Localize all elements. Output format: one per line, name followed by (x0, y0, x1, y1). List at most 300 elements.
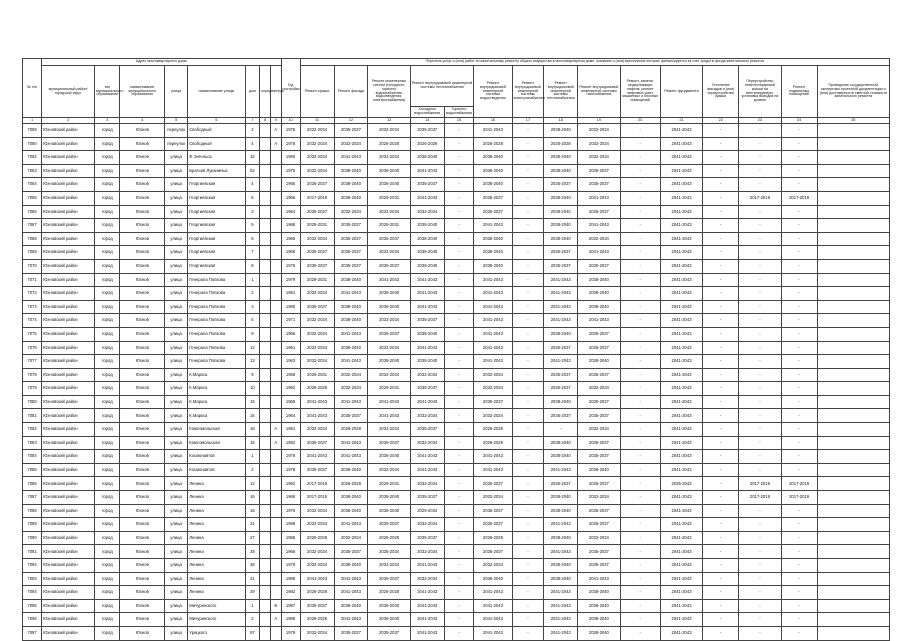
table-cell: - (620, 477, 660, 491)
table-cell: 2041-2043 (410, 599, 444, 613)
table-cell: 2041-2043 (474, 124, 512, 138)
table-cell: - (781, 518, 817, 532)
table-cell: - (444, 518, 474, 532)
table-cell (270, 232, 281, 246)
column-number: 8 (260, 118, 271, 124)
table-cell (260, 232, 271, 246)
table-cell: Юхновский район (42, 626, 95, 640)
table-cell: 2026-2028 (368, 586, 410, 600)
table-cell: 1962 (281, 382, 300, 396)
table-cell: Юхнов (120, 314, 165, 328)
table-row (23, 586, 890, 600)
table-cell (817, 586, 889, 600)
table-cell: 2041-2043 (660, 382, 702, 396)
table-cell: 7083 (23, 436, 42, 450)
table-cell: город (95, 259, 120, 273)
table-cell: Юхнов (120, 599, 165, 613)
table-cell: 2035-2037 (300, 205, 334, 219)
table-cell: 2035-2037 (474, 504, 512, 518)
table-cell: 2032-2034 (368, 341, 410, 355)
table-cell: улица (164, 477, 187, 491)
table-cell: улица (164, 395, 187, 409)
table-cell: город (95, 518, 120, 532)
table-cell: - (512, 613, 544, 627)
table-cell: - (703, 409, 739, 423)
table-cell: город (95, 137, 120, 151)
table-cell: 2032-2034 (368, 559, 410, 573)
table-cell: 1981 (281, 287, 300, 301)
table-cell: - (739, 355, 781, 369)
table-cell: - (512, 273, 544, 287)
table-row (23, 259, 890, 273)
table-cell: - (444, 287, 474, 301)
column-number: 6 (188, 118, 245, 124)
table-cell: А (270, 423, 281, 437)
table-cell: улица (164, 259, 187, 273)
table-cell: - (444, 259, 474, 273)
column-number: 15 (444, 118, 474, 124)
table-cell: 2038-2040 (410, 355, 444, 369)
table-cell: 2029-2034 (410, 504, 444, 518)
table-cell: переулок (164, 124, 187, 138)
table-cell: 2041-2043 (660, 504, 702, 518)
column-number: 9 (270, 118, 281, 124)
table-cell: - (620, 191, 660, 205)
table-cell (260, 545, 271, 559)
table-cell: - (620, 518, 660, 532)
table-cell: 2032-2034 (368, 205, 410, 219)
table-cell: город (95, 423, 120, 437)
table-cell: - (620, 586, 660, 600)
table-cell (270, 504, 281, 518)
table-cell: 2026-2028 (334, 423, 368, 437)
table-row (23, 287, 890, 301)
table-cell: 2035-2037 (300, 300, 334, 314)
table-cell (260, 178, 271, 192)
table-cell: 2038-2040 (544, 191, 578, 205)
table-cell: 2035-2037 (368, 327, 410, 341)
table-cell: 2035-2037 (578, 436, 620, 450)
table-cell: - (620, 382, 660, 396)
table-cell: 2035-2037 (578, 409, 620, 423)
table-cell: 2035-2037 (368, 518, 410, 532)
table-cell: 1965 (281, 395, 300, 409)
table-cell: 2038-2040 (334, 300, 368, 314)
table-cell: - (739, 137, 781, 151)
table-cell: 2035-2037 (334, 259, 368, 273)
table-cell: 2041-2043 (334, 586, 368, 600)
table-cell: - (444, 409, 474, 423)
table-cell: - (512, 259, 544, 273)
table-cell: - (703, 124, 739, 138)
table-row (23, 491, 890, 505)
table-cell: Генерала Попкова (188, 300, 245, 314)
table-cell (260, 504, 271, 518)
table-cell: 2026-2028 (544, 137, 578, 151)
table-cell: - (781, 463, 817, 477)
table-cell (817, 355, 889, 369)
table-cell (270, 491, 281, 505)
table-cell: 7060 (23, 137, 42, 151)
table-cell: 2026-2028 (334, 477, 368, 491)
table-cell (270, 273, 281, 287)
table-cell: 2038-2040 (334, 504, 368, 518)
column-number: 23 (739, 118, 781, 124)
table-cell: 2017-2019 (300, 191, 334, 205)
table-cell: - (781, 626, 817, 640)
table-cell: 2041-2043 (544, 599, 578, 613)
table-cell: Свободный (188, 124, 245, 138)
table-cell (817, 232, 889, 246)
table-cell: - (620, 409, 660, 423)
table-cell: Юхновский район (42, 613, 95, 627)
table-cell (260, 259, 271, 273)
table-cell: 2035-2037 (474, 518, 512, 532)
table-cell: 12 (245, 341, 260, 355)
table-cell: К.Маркса (188, 409, 245, 423)
table-cell: город (95, 463, 120, 477)
table-cell: город (95, 205, 120, 219)
table-row (23, 409, 890, 423)
table-cell: Юхновский район (42, 164, 95, 178)
table-cell: 1980 (281, 151, 300, 165)
table-cell: - (444, 314, 474, 328)
table-cell: - (781, 178, 817, 192)
table-cell: 7097 (23, 626, 42, 640)
table-cell: 7086 (23, 477, 42, 491)
table-row (23, 423, 890, 437)
table-cell: 2041-2043 (410, 463, 444, 477)
table-cell: - (512, 178, 544, 192)
table-cell: - (703, 300, 739, 314)
table-cell: - (620, 504, 660, 518)
column-number: 19 (578, 118, 620, 124)
table-cell: Юхновский район (42, 246, 95, 260)
table-row (23, 178, 890, 192)
table-cell: улица (164, 559, 187, 573)
table-cell (270, 314, 281, 328)
table-cell: - (512, 586, 544, 600)
table-cell: Георгиевская (188, 178, 245, 192)
table-cell: 1981 (281, 423, 300, 437)
table-cell: - (781, 504, 817, 518)
table-cell: улица (164, 232, 187, 246)
table-cell: 2035-2037 (300, 599, 334, 613)
table-cell: 7067 (23, 219, 42, 233)
table-cell: - (544, 423, 578, 437)
table-cell: - (781, 409, 817, 423)
table-cell: - (444, 572, 474, 586)
table-cell: 1966 (281, 545, 300, 559)
table-cell (270, 586, 281, 600)
table-cell: - (739, 572, 781, 586)
table-cell: 28 (245, 545, 260, 559)
table-cell: - (620, 219, 660, 233)
table-cell: 2035-2037 (334, 545, 368, 559)
table-cell: 2035-2037 (544, 477, 578, 491)
table-cell: - (512, 559, 544, 573)
table-cell: - (512, 164, 544, 178)
table-cell: Юхновский район (42, 219, 95, 233)
table-cell: - (512, 355, 544, 369)
table-row (23, 626, 890, 640)
table-cell: Георгиевская (188, 259, 245, 273)
table-cell: 7089 (23, 518, 42, 532)
table-cell: 2032-2034 (300, 423, 334, 437)
table-cell: 2041-2043 (410, 450, 444, 464)
table-cell (817, 368, 889, 382)
table-cell: - (739, 559, 781, 573)
table-cell (260, 273, 271, 287)
table-cell: 2041-2043 (474, 355, 512, 369)
table-cell: 2032-2034 (368, 246, 410, 260)
table-cell: 2041-2043 (660, 450, 702, 464)
table-cell: 7063 (23, 164, 42, 178)
table-cell: - (620, 613, 660, 627)
table-cell (817, 626, 889, 640)
table-cell: - (620, 164, 660, 178)
table-cell: 2032-2034 (300, 504, 334, 518)
table-cell: 2032-2034 (410, 436, 444, 450)
table-cell: Юхнов (120, 572, 165, 586)
table-cell: 2041-2043 (474, 287, 512, 301)
table-cell: 7077 (23, 355, 42, 369)
table-cell (817, 423, 889, 437)
table-cell: 2032-2034 (578, 137, 620, 151)
table-cell: 2032-2034 (300, 545, 334, 559)
table-cell: - (512, 395, 544, 409)
table-cell: 2017-2019 (781, 477, 817, 491)
table-cell: улица (164, 368, 187, 382)
table-cell: 7096 (23, 613, 42, 627)
table-cell: 7065 (23, 191, 42, 205)
table-cell: Юхнов (120, 355, 165, 369)
table-cell: 2035-2037 (578, 477, 620, 491)
table-cell: - (781, 137, 817, 151)
table-cell: 2032-2034 (300, 137, 334, 151)
table-cell: 7080 (23, 395, 42, 409)
table-cell: - (703, 599, 739, 613)
table-cell: 2041-2043 (474, 341, 512, 355)
table-cell: Урицкого (188, 626, 245, 640)
table-cell: 9 (245, 368, 260, 382)
table-cell: улица (164, 504, 187, 518)
table-cell (260, 423, 271, 437)
table-cell: 7072 (23, 287, 42, 301)
table-cell: - (512, 599, 544, 613)
table-cell: 1976 (281, 504, 300, 518)
table-cell: 2038-2040 (578, 287, 620, 301)
table-cell: улица (164, 191, 187, 205)
table-cell: - (781, 436, 817, 450)
table-cell: - (620, 572, 660, 586)
table-cell: 2035-2037 (410, 178, 444, 192)
table-cell: - (512, 382, 544, 396)
table-cell (817, 151, 889, 165)
table-cell (260, 327, 271, 341)
table-cell: 2038-2040 (544, 491, 578, 505)
table-cell: - (512, 341, 544, 355)
table-cell: К.Маркса (188, 382, 245, 396)
table-cell (270, 164, 281, 178)
table-cell: улица (164, 626, 187, 640)
column-number: 3 (95, 118, 120, 124)
table-cell: - (781, 259, 817, 273)
table-cell (817, 504, 889, 518)
table-cell: Юхнов (120, 219, 165, 233)
table-row (23, 273, 890, 287)
table-cell: улица (164, 205, 187, 219)
table-cell (260, 531, 271, 545)
table-cell: 1965 (281, 232, 300, 246)
table-cell: К.Маркса (188, 395, 245, 409)
header-heat: Ремонт внутридомовой инженерной системы теплоснабжения (544, 66, 578, 118)
table-cell: - (512, 191, 544, 205)
table-cell: 7 (245, 246, 260, 260)
table-cell: Юхнов (120, 586, 165, 600)
table-cell: 16 (245, 504, 260, 518)
table-cell: 2041-2043 (410, 300, 444, 314)
table-cell (817, 545, 889, 559)
table-row (23, 368, 890, 382)
table-cell (270, 518, 281, 532)
table-cell: 2041-2043 (660, 409, 702, 423)
table-cell: 2035-2037 (544, 382, 578, 396)
table-cell: - (739, 504, 781, 518)
table-cell: город (95, 531, 120, 545)
table-cell: - (739, 341, 781, 355)
table-cell: Юхновский район (42, 178, 95, 192)
table-cell: 2032-2034 (300, 164, 334, 178)
column-number: 2 (42, 118, 95, 124)
table-cell: Георгиевская (188, 246, 245, 260)
table-cell (270, 341, 281, 355)
table-cell: город (95, 613, 120, 627)
table-cell: - (781, 423, 817, 437)
table-cell: Юхновский район (42, 572, 95, 586)
table-cell: - (620, 124, 660, 138)
table-cell: - (781, 273, 817, 287)
table-cell: 2035-2037 (410, 314, 444, 328)
table-cell: - (512, 504, 544, 518)
table-cell (260, 355, 271, 369)
table-cell (260, 137, 271, 151)
table-cell: 2035-2037 (368, 572, 410, 586)
table-cell: улица (164, 545, 187, 559)
table-cell: 2035-2037 (368, 626, 410, 640)
table-cell: Генерала Попкова (188, 341, 245, 355)
table-cell: 2038-2040 (578, 273, 620, 287)
table-cell: Юхновский район (42, 191, 95, 205)
table-cell: - (512, 477, 544, 491)
table-cell: город (95, 341, 120, 355)
table-cell: 2041-2043 (660, 559, 702, 573)
table-cell: - (781, 151, 817, 165)
table-cell: 2041-2043 (544, 300, 578, 314)
table-row (23, 327, 890, 341)
table-cell: Георгиевская (188, 232, 245, 246)
table-cell: Ленина (188, 545, 245, 559)
table-cell: 2038-2040 (544, 205, 578, 219)
table-cell: 2032-2034 (578, 124, 620, 138)
table-cell: улица (164, 164, 187, 178)
table-cell: - (620, 341, 660, 355)
table-cell: Юхновский район (42, 436, 95, 450)
table-cell: 2041-2043 (474, 300, 512, 314)
table-cell: - (781, 613, 817, 627)
header-elevator: Ремонт, замена, модернизация лифтов, ремонт лифтовых шахт, машинных и блочных помещений (620, 66, 660, 118)
table-cell: улица (164, 586, 187, 600)
table-cell: - (444, 219, 474, 233)
table-cell: - (512, 423, 544, 437)
table-cell: Юхнов (120, 273, 165, 287)
table-cell: 2041-2043 (474, 586, 512, 600)
table-cell: 1965 (281, 178, 300, 192)
table-cell: Юхновский район (42, 491, 95, 505)
table-cell: - (620, 178, 660, 192)
table-cell: - (444, 423, 474, 437)
table-cell: Юхновский район (42, 368, 95, 382)
table-cell: Георгиевская (188, 219, 245, 233)
table-cell: 2032-2034 (300, 314, 334, 328)
table-cell: 2032-2034 (300, 151, 334, 165)
table-cell: - (739, 450, 781, 464)
table-cell: 2035-2037 (410, 491, 444, 505)
table-cell: 12 (245, 477, 260, 491)
table-cell: 2032-2034 (334, 368, 368, 382)
table-cell: - (739, 423, 781, 437)
table-cell: 2035-2037 (578, 395, 620, 409)
table-cell: 2035-2037 (578, 518, 620, 532)
table-cell: 2041-2043 (660, 124, 702, 138)
table-cell: - (444, 246, 474, 260)
header-control: Проведение государственной экспертизы проектной документации и (или) достоверности сметной стоимости капитального ремонта (817, 66, 889, 118)
table-cell (270, 626, 281, 640)
table-cell: 2032-2034 (474, 382, 512, 396)
table-cell (270, 531, 281, 545)
table-cell: 2029-2031 (368, 382, 410, 396)
table-cell: 7059 (23, 124, 42, 138)
table-cell: 2026-2028 (300, 382, 334, 396)
table-cell: 2038-2040 (578, 463, 620, 477)
table-cell: город (95, 395, 120, 409)
table-cell: Юхновский район (42, 259, 95, 273)
table-cell: Юхнов (120, 559, 165, 573)
table-cell: А (270, 436, 281, 450)
table-cell: - (512, 151, 544, 165)
table-cell: город (95, 491, 120, 505)
table-cell (260, 151, 271, 165)
table-cell: - (703, 545, 739, 559)
table-cell: 2032-2034 (300, 518, 334, 532)
table-cell: - (781, 164, 817, 178)
table-cell: 2041-2043 (660, 341, 702, 355)
table-cell: - (512, 518, 544, 532)
table-cell (817, 259, 889, 273)
table-cell: 1975 (281, 124, 300, 138)
table-cell: улица (164, 355, 187, 369)
table-row (23, 382, 890, 396)
table-cell: Юхновский район (42, 355, 95, 369)
table-cell (260, 287, 271, 301)
table-cell: - (781, 219, 817, 233)
table-cell: - (444, 124, 474, 138)
table-cell: 2041-2043 (410, 273, 444, 287)
table-cell: Юхнов (120, 545, 165, 559)
table-cell: 2038-2040 (368, 599, 410, 613)
table-cell: - (739, 531, 781, 545)
table-cell: 2041-2043 (410, 341, 444, 355)
